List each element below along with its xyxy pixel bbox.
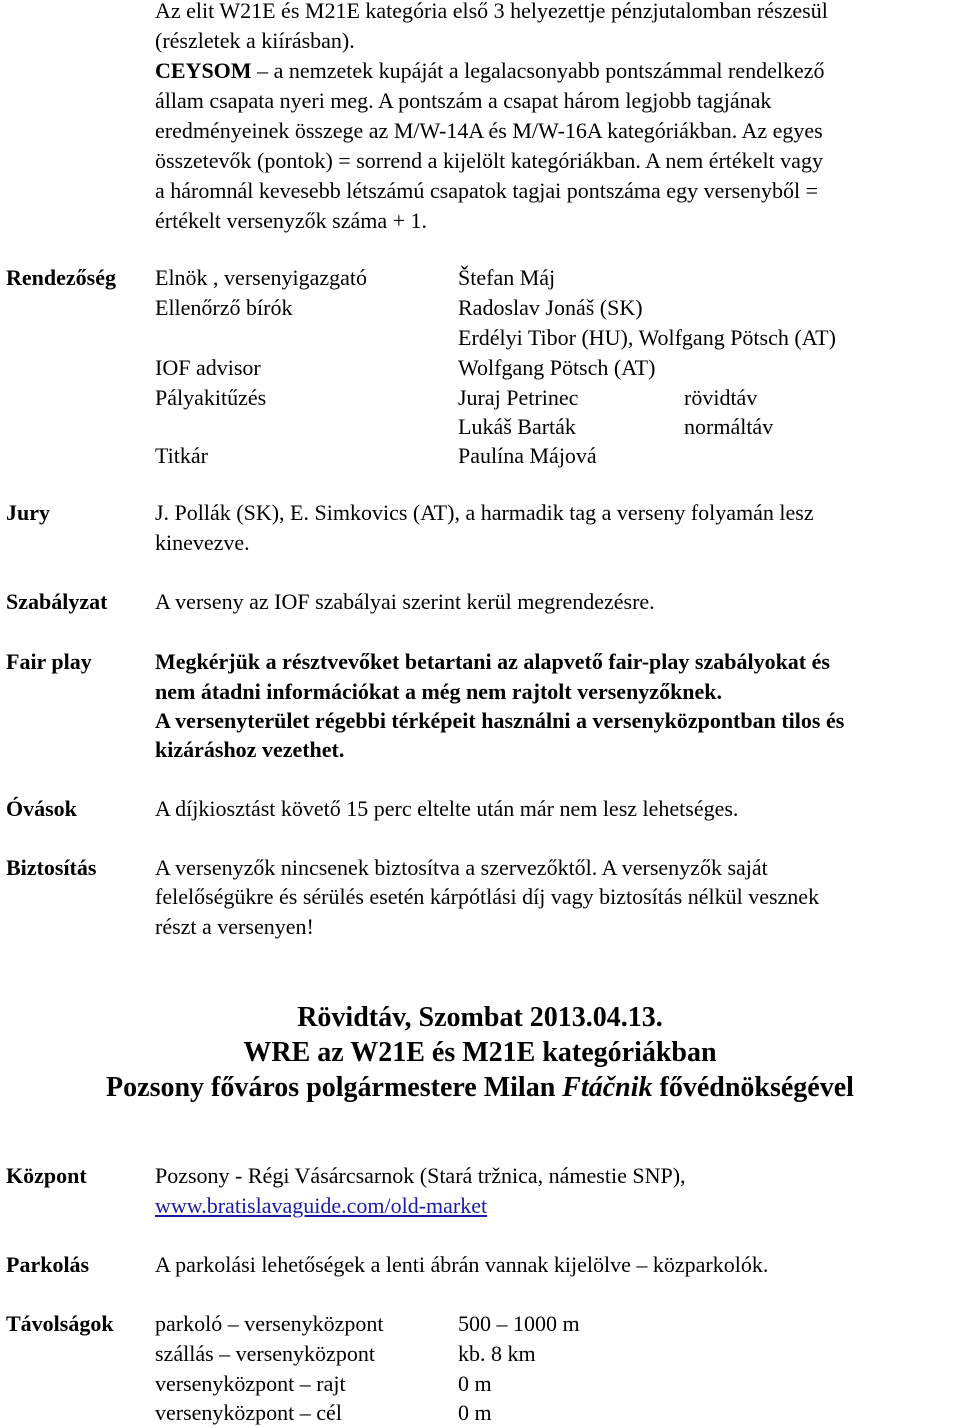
ceysom-term: CEYSOM <box>155 58 252 83</box>
parking-text: A parkolási lehetőségek a lenti ábrán vannak kijelölve – közparkolók. <box>155 1252 769 1277</box>
organisation-label: Rendezőség <box>6 265 116 290</box>
fairplay-line: A versenyterület régebbi térképeit használni a versenyközpontban tilos és <box>155 708 845 733</box>
heading-line-3-before: Pozsony főváros polgármestere Milan <box>106 1072 563 1103</box>
jury-line: J. Pollák (SK), E. Simkovics (AT), a harmadik tag a verseny folyamán lesz <box>155 500 814 525</box>
ceysom-text: – a nemzetek kupáját a legalacsonyabb pontszámmal rendelkező <box>251 58 825 83</box>
distance-route: versenyközpont – rajt <box>155 1371 346 1396</box>
parking-label: Parkolás <box>6 1252 90 1277</box>
org-role: Elnök , versenyigazgató <box>155 265 367 290</box>
org-name: Lukáš Barták <box>458 414 576 439</box>
intro-line: (részletek a kiírásban). <box>155 28 355 53</box>
complaints-label: Óvások <box>6 796 77 821</box>
distance-value: 0 m <box>458 1400 492 1425</box>
distances-label: Távolságok <box>6 1311 114 1336</box>
centre-text: Pozsony - Régi Vásárcsarnok (Stará tržnica, námestie SNP), <box>155 1163 686 1188</box>
fairplay-line: Megkérjük a résztvevőket betartani az alapvető fair-play szabályokat és <box>155 649 830 674</box>
rules-label: Szabályzat <box>6 589 108 614</box>
org-name: Štefan Máj <box>458 265 556 290</box>
org-name: Paulína Májová <box>458 443 597 468</box>
org-extra: normáltáv <box>684 414 774 439</box>
org-name: Erdélyi Tibor (HU), Wolfgang Pötsch (AT) <box>458 325 836 350</box>
distance-route: szállás – versenyközpont <box>155 1341 375 1366</box>
org-name: Wolfgang Pötsch (AT) <box>458 355 656 380</box>
org-role: Pályakitűzés <box>155 385 267 410</box>
fairplay-line: nem átadni információkat a még nem rajtolt versenyzőknek. <box>155 679 723 704</box>
intro-line: eredményeinek összege az M/W-14A és M/W-16A kategóriákban. Az egyes <box>155 118 823 143</box>
fairplay-label: Fair play <box>6 649 92 674</box>
distance-route: parkoló – versenyközpont <box>155 1311 384 1336</box>
org-name: Radoslav Jonáš (SK) <box>458 295 643 320</box>
intro-line: értékelt versenyzők száma + 1. <box>155 208 428 233</box>
fairplay-line: kizáráshoz vezethet. <box>155 737 345 762</box>
distance-value: kb. 8 km <box>458 1341 536 1366</box>
org-role: Titkár <box>155 443 208 468</box>
intro-line: állam csapata nyeri meg. A pontszám a csapat három legjobb tagjának <box>155 88 772 113</box>
distance-value: 0 m <box>458 1371 492 1396</box>
org-role: IOF advisor <box>155 355 261 380</box>
centre-label: Központ <box>6 1163 87 1188</box>
intro-line: Az elit W21E és M21E kategória első 3 helyezettje pénzjutalomban részesül <box>155 0 828 23</box>
insurance-label: Biztosítás <box>6 855 97 880</box>
distance-route: versenyközpont – cél <box>155 1400 342 1425</box>
jury-line: kinevezve. <box>155 530 250 555</box>
rules-text: A verseny az IOF szabályai szerint kerül megrendezésre. <box>155 589 655 614</box>
centre-website-link[interactable]: www.bratislavaguide.com/old-market <box>155 1193 488 1218</box>
heading-line-2: WRE az W21E és M21E kategóriákban <box>243 1037 717 1068</box>
heading-line-1: Rövidtáv, Szombat 2013.04.13. <box>297 1002 663 1033</box>
heading-line-3 <box>0 1070 960 1106</box>
org-extra: rövidtáv <box>684 385 758 410</box>
heading-line-3-after: fővédnökségével <box>652 1072 854 1103</box>
jury-label: Jury <box>6 500 50 525</box>
intro-line <box>155 56 825 86</box>
heading-line-3-italic: Ftáčnik <box>562 1072 653 1103</box>
distance-value: 500 – 1000 m <box>458 1311 580 1336</box>
insurance-line: A versenyzők nincsenek biztosítva a szervezőktől. A versenyzők saját <box>155 855 768 880</box>
insurance-line: részt a versenyen! <box>155 914 314 939</box>
org-name: Juraj Petrinec <box>458 385 579 410</box>
intro-line: a háromnál kevesebb létszámú csapatok tagjai pontszáma egy versenyből = <box>155 178 819 203</box>
insurance-line: felelőségükre és sérülés esetén kárpótlási díj vagy biztosítás nélkül vesznek <box>155 884 820 909</box>
complaints-text: A díjkiosztást követő 15 perc eltelte után már nem lesz lehetséges. <box>155 796 739 821</box>
intro-line: összetevők (pontok) = sorrend a kijelölt kategóriákban. A nem értékelt vagy <box>155 148 823 173</box>
centre-link-line <box>155 1191 487 1221</box>
org-role: Ellenőrző bírók <box>155 295 293 320</box>
